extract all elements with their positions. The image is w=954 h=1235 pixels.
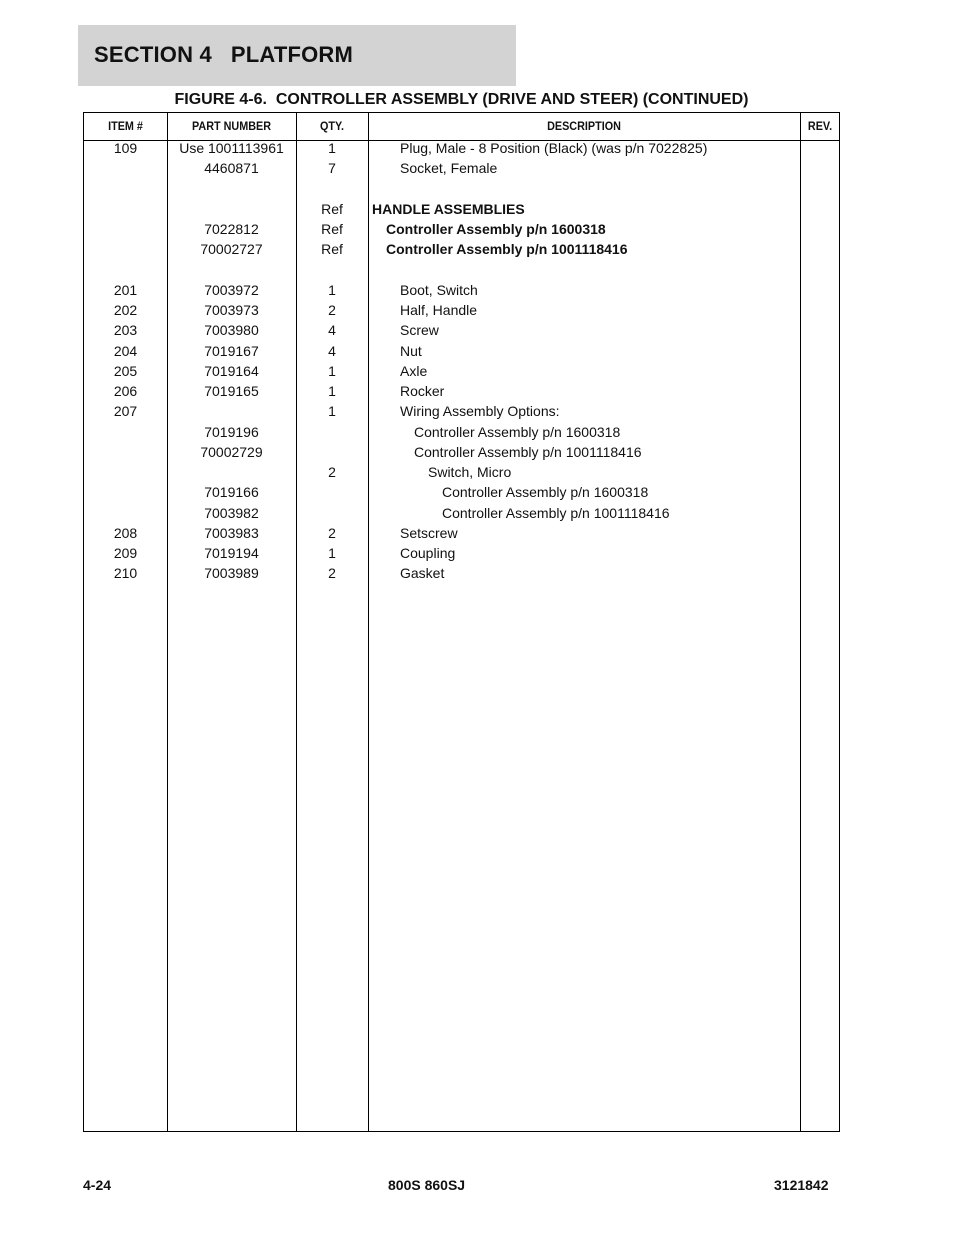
part-number: 7019164 [204,362,259,379]
part-number: Use 1001113961 [179,140,284,156]
part-number: 7003980 [204,322,259,339]
item-number: 209 [113,545,138,561]
table-row [84,503,839,523]
table-row [84,280,839,300]
description: Controller Assembly p/n 1001118416 [414,443,642,460]
quantity: 4 [328,322,336,339]
description: Boot, Switch [400,281,478,298]
description: Wiring Assembly Options: [400,403,560,420]
table-row [84,138,839,158]
quantity: 1 [328,140,336,156]
column-divider [296,113,297,1131]
column-divider [800,113,801,1131]
quantity: 1 [328,383,336,399]
table-row [84,523,839,543]
table-row [84,482,839,502]
item-number: 203 [113,322,138,339]
item-number: 201 [113,281,138,298]
table-row [84,239,839,259]
section-title: SECTION 4 PLATFORM [94,42,354,67]
quantity: Ref [321,200,343,217]
description: Gasket [400,565,445,582]
part-number: 7003973 [204,302,259,318]
description: Controller Assembly p/n 1600318 [414,423,621,440]
description: Setscrew [400,524,458,541]
quantity: 1 [328,362,336,379]
quantity: 2 [328,565,336,582]
item-number: 208 [113,524,138,541]
quantity: 1 [328,545,336,561]
footer-doc-number: 3121842 [774,1177,829,1193]
description: Controller Assembly p/n 1600318 [442,484,649,501]
section-banner [78,25,516,86]
part-number: 7022812 [204,221,259,237]
description: Controller Assembly p/n 1001118416 [442,504,670,521]
table-row [84,300,839,320]
part-number: 7019166 [204,484,259,501]
quantity: 4 [328,342,336,359]
column-divider [167,113,168,1131]
description: Nut [400,342,422,359]
item-number: 210 [113,565,138,582]
table-row [84,199,839,219]
table-row [84,462,839,482]
part-number: 4460871 [204,160,259,177]
item-number: 205 [113,362,138,379]
header-rev: REV. [807,119,833,133]
part-number: 7003982 [204,504,259,521]
table-row [84,158,839,178]
description: Socket, Female [400,160,498,177]
quantity: 2 [328,524,336,541]
quantity: 7 [328,160,336,177]
description: Rocker [400,383,445,399]
part-number: 7003983 [204,524,259,541]
description: Controller Assembly p/n 1600318 [386,221,606,237]
table-row [84,422,839,442]
description: Screw [400,322,439,339]
part-number: 7019194 [204,545,259,561]
description: Axle [400,362,428,379]
quantity: Ref [321,221,343,237]
description: HANDLE ASSEMBLIES [372,200,525,217]
header-qty: QTY. [319,119,344,133]
description: Controller Assembly p/n 1001118416 [386,241,628,258]
quantity: 1 [328,403,336,420]
table-row [84,381,839,401]
part-number: 7019167 [204,342,259,359]
part-number: 7019196 [204,423,259,440]
column-divider [368,113,369,1131]
part-number: 7003989 [204,565,259,582]
item-number: 204 [113,342,138,359]
item-number: 202 [113,302,138,318]
quantity: 2 [328,464,336,480]
table-row [84,320,839,340]
table-row [84,442,839,462]
quantity: 1 [328,281,336,298]
description: Plug, Male - 8 Position (Black) (was p/n 7022825) [400,140,708,156]
table-row [84,543,839,563]
table-header [84,113,839,141]
parts-table [83,112,840,1132]
item-number: 206 [113,383,138,399]
description: Coupling [400,545,456,561]
figure-title: FIGURE 4-6. CONTROLLER ASSEMBLY (DRIVE AND STEER) (CONTINUED) [174,91,749,108]
quantity: Ref [321,241,343,258]
table-row [84,563,839,583]
header-item: ITEM # [108,119,143,133]
table-row [84,219,839,239]
part-number: 70002727 [200,241,263,258]
table-row [84,401,839,421]
description: Half, Handle [400,302,478,318]
footer-page-number: 4-24 [83,1177,112,1193]
description: Switch, Micro [428,464,512,480]
item-number: 207 [113,403,138,420]
part-number: 7003972 [204,281,259,298]
item-number: 109 [113,140,138,156]
table-row [84,361,839,381]
header-part-number: PART NUMBER [191,119,272,133]
part-number: 70002729 [200,443,263,460]
header-description: DESCRIPTION [547,119,621,133]
quantity: 2 [328,302,336,318]
table-row [84,341,839,361]
part-number: 7019165 [204,383,259,399]
footer-model: 800S 860SJ [388,1177,466,1193]
